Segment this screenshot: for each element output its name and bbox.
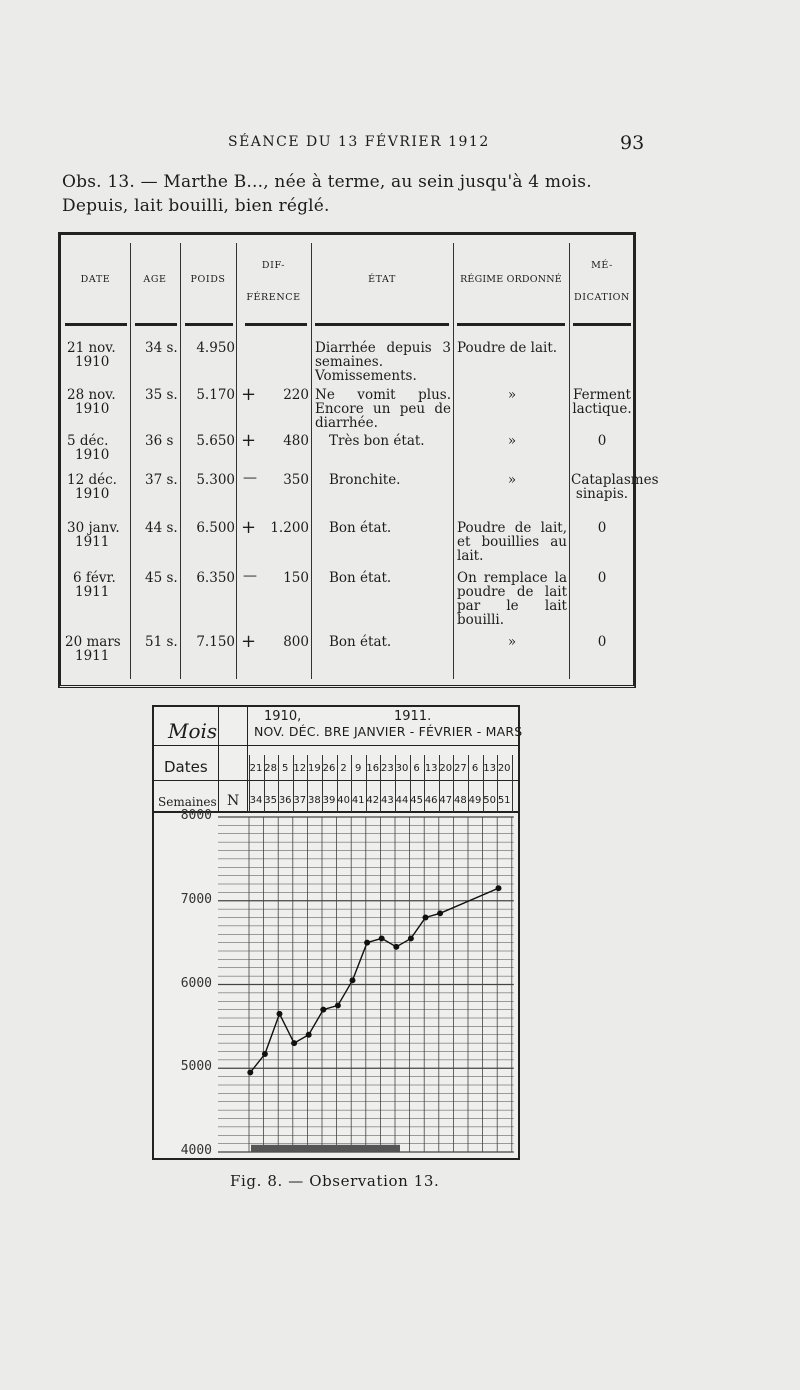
- row1-date: 21 nov.: [67, 340, 116, 356]
- row2-etat: Ne vomit plus. Encore un peu de diarrhée.: [315, 387, 451, 431]
- row1-etat: Diarrhée depuis 3 semaines. Vomissements.: [315, 340, 451, 384]
- row5-medication: 0: [597, 520, 607, 536]
- year-1911: 1911.: [394, 709, 432, 724]
- date-cell: 20: [497, 763, 511, 774]
- row4-medication: Cataplasmes sinapis.: [571, 472, 659, 502]
- header-date: DATE: [80, 274, 111, 285]
- week-cell: 39: [322, 795, 336, 806]
- row5-sign: +: [241, 517, 257, 538]
- row6-poids: 6.350: [196, 570, 235, 586]
- row5-diff: 1.200: [270, 520, 309, 536]
- row3-etat: Très bon état.: [329, 433, 425, 449]
- row6-medication: 0: [597, 570, 607, 586]
- row6-year: 1911: [75, 584, 110, 600]
- week-cell: 43: [381, 795, 394, 806]
- row2-date: 28 nov.: [67, 387, 116, 403]
- row2-sign: +: [241, 384, 257, 405]
- header-medication-2: DICATION: [574, 292, 630, 303]
- weight-point: [379, 935, 385, 941]
- row5-year: 1911: [75, 534, 110, 550]
- dates-label: Dates: [164, 758, 208, 776]
- date-cell: 20: [439, 763, 453, 774]
- weight-point: [350, 977, 356, 983]
- date-cell: 28: [264, 763, 277, 774]
- running-head: [0, 134, 800, 156]
- date-cell: 16: [366, 763, 380, 774]
- week-cell: 51: [497, 795, 511, 806]
- row7-regime: »: [507, 634, 517, 650]
- treatment-bar: [251, 1145, 400, 1152]
- row4-regime: »: [507, 472, 517, 488]
- week-cell: 49: [468, 795, 482, 806]
- weight-point: [423, 915, 429, 921]
- y-tick-label: 7000: [180, 891, 212, 907]
- weight-point: [320, 1007, 326, 1013]
- date-cell: 12: [293, 763, 307, 774]
- weight-point: [393, 944, 399, 950]
- date-cell: 6: [471, 763, 479, 774]
- row1-poids: 4.950: [196, 340, 235, 356]
- row7-year: 1911: [75, 648, 110, 664]
- week-cell: 45: [410, 795, 423, 806]
- date-cell: 9: [355, 763, 362, 774]
- week-cell: 50: [483, 795, 496, 806]
- row5-poids: 6.500: [196, 520, 235, 536]
- row1-regime: Poudre de lait.: [457, 340, 558, 356]
- row6-regime: On remplace la poudre de lait par le lait bouilli.: [457, 570, 567, 628]
- row1-age: 34 s.: [145, 340, 178, 356]
- week-cell: 35: [264, 795, 277, 806]
- weight-point: [247, 1069, 253, 1075]
- header-difference-1: DIF-: [261, 260, 286, 271]
- weight-point: [364, 940, 370, 946]
- row3-poids: 5.650: [196, 433, 235, 449]
- y-tick-label: 4000: [180, 1143, 212, 1158]
- row3-age: 36 s: [145, 433, 174, 449]
- months-row: NOV. DÉC. BRE JANVIER - FÉVRIER - MARS: [254, 724, 523, 739]
- n-label: N: [227, 793, 240, 809]
- weight-point: [277, 1011, 283, 1017]
- header-difference-2: FÉRENCE: [246, 292, 301, 303]
- observation-text: Obs. 13. — Marthe B..., née à terme, au sein jusqu'à 4 mois. Depuis, lait bouilli, bien réglé.: [62, 172, 592, 216]
- row4-date: 12 déc.: [67, 472, 117, 488]
- header-poids: POIDS: [190, 274, 226, 285]
- figure-caption: Fig. 8. — Observation 13.: [230, 1172, 440, 1190]
- week-cell: 41: [351, 795, 365, 806]
- week-cell: 46: [424, 795, 438, 806]
- row3-year: 1910: [75, 447, 110, 463]
- y-tick-label: 6000: [180, 975, 212, 991]
- row7-sign: +: [241, 631, 257, 652]
- weight-point: [437, 910, 443, 916]
- row6-etat: Bon état.: [329, 570, 392, 586]
- week-cell: 36: [278, 795, 292, 806]
- date-cell: 19: [308, 763, 321, 774]
- row3-sign: +: [241, 430, 257, 451]
- row4-age: 37 s.: [145, 472, 178, 488]
- observation-table: [58, 232, 659, 688]
- row2-age: 35 s.: [145, 387, 178, 403]
- date-cell: 26: [322, 763, 336, 774]
- date-cell: 30: [395, 763, 409, 774]
- row2-diff: 220: [283, 387, 309, 403]
- weight-point: [291, 1040, 297, 1046]
- week-cell: 34: [249, 795, 263, 806]
- row7-etat: Bon état.: [329, 634, 392, 650]
- weight-point: [496, 885, 502, 891]
- row6-diff: 150: [283, 570, 309, 586]
- week-cell: 44: [395, 795, 409, 806]
- week-cell: 38: [308, 795, 321, 806]
- row2-medication: Ferment lactique.: [572, 387, 632, 417]
- date-cell: 21: [249, 763, 263, 774]
- row2-poids: 5.170: [196, 387, 235, 403]
- semaines-label: Semaines: [158, 795, 217, 809]
- weight-point: [408, 935, 414, 941]
- row5-etat: Bon état.: [329, 520, 392, 536]
- date-cell: 6: [413, 763, 420, 774]
- row5-age: 44 s.: [145, 520, 178, 536]
- week-cell: 48: [454, 795, 467, 806]
- row4-sign: —: [243, 470, 257, 486]
- row6-age: 45 s.: [145, 570, 178, 586]
- row7-diff: 800: [283, 634, 309, 650]
- date-cell: 5: [282, 763, 289, 774]
- year-1910: 1910,: [264, 709, 302, 724]
- row3-date: 5 déc.: [67, 433, 109, 449]
- row4-etat: Bronchite.: [329, 472, 401, 488]
- week-cell: 42: [366, 795, 380, 806]
- weight-point: [262, 1051, 268, 1057]
- row6-date: 6 févr.: [73, 570, 116, 586]
- row4-year: 1910: [75, 486, 110, 502]
- week-cell: 37: [293, 795, 307, 806]
- weight-line-chart: [154, 812, 518, 1158]
- row2-regime: »: [507, 387, 517, 403]
- row7-age: 51 s.: [145, 634, 178, 650]
- header-regime: RÉGIME ORDONNÉ: [460, 274, 562, 285]
- header-age: AGE: [143, 274, 167, 285]
- mois-label: Mois: [168, 719, 218, 743]
- row3-regime: »: [507, 433, 517, 449]
- date-cell: 23: [381, 763, 394, 774]
- row5-regime: Poudre de lait, et bouillies au lait.: [457, 520, 567, 564]
- y-tick-label: 5000: [180, 1059, 212, 1075]
- row1-year: 1910: [75, 354, 110, 370]
- weight-point: [335, 1002, 341, 1008]
- page-number: 93: [620, 132, 645, 154]
- header-etat: ÉTAT: [368, 274, 396, 285]
- row5-date: 30 janv.: [67, 520, 120, 536]
- date-cell: 13: [483, 763, 496, 774]
- weight-chart-figure: [152, 705, 523, 1160]
- date-cell: 2: [340, 763, 347, 774]
- weight-series-line: [250, 888, 498, 1072]
- row6-sign: —: [243, 568, 257, 584]
- week-cell: 47: [439, 795, 453, 806]
- row4-diff: 350: [283, 472, 309, 488]
- row2-year: 1910: [75, 401, 110, 417]
- row3-diff: 480: [283, 433, 309, 449]
- row7-poids: 7.150: [196, 634, 235, 650]
- header-medication-1: MÉ-: [591, 260, 613, 271]
- row7-date: 20 mars: [65, 634, 121, 650]
- y-tick-label: 8000: [180, 808, 212, 823]
- date-cell: 13: [424, 763, 438, 774]
- weight-point: [306, 1032, 312, 1038]
- running-head-title: SÉANCE DU 13 FÉVRIER 1912: [228, 134, 490, 150]
- row4-poids: 5.300: [196, 472, 235, 488]
- week-cell: 40: [337, 795, 350, 806]
- row3-medication: 0: [597, 433, 607, 449]
- row7-medication: 0: [597, 634, 607, 650]
- date-cell: 27: [454, 763, 467, 774]
